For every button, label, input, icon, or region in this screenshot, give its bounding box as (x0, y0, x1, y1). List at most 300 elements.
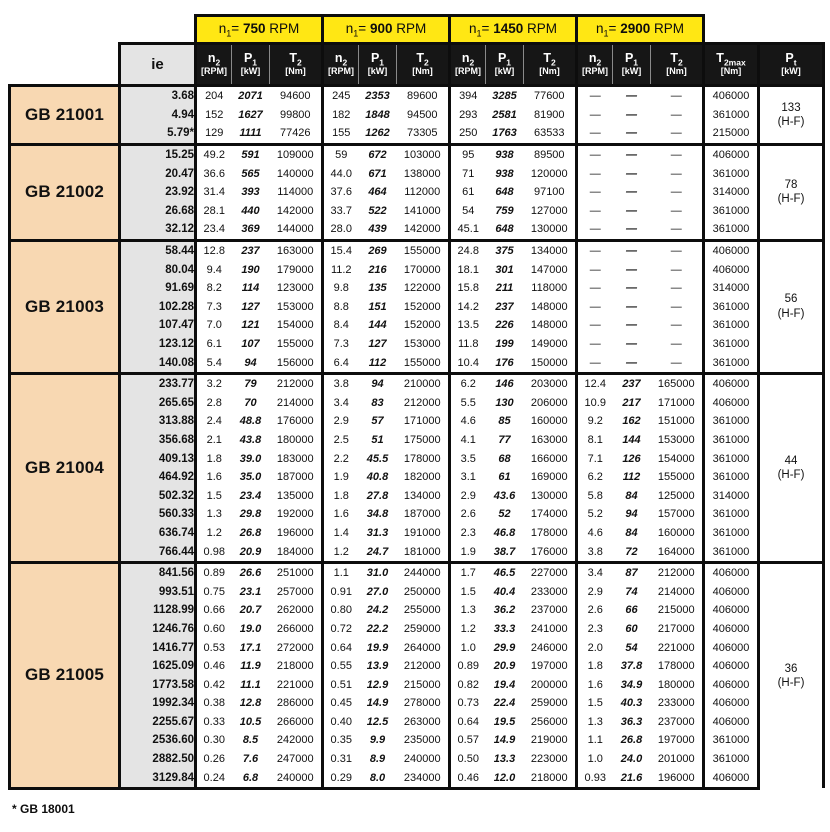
table-row (10, 542, 824, 562)
n2-cell: 37.6 (323, 183, 359, 202)
t2-cell: 234000 (397, 768, 450, 788)
header-spacer (704, 16, 759, 44)
t2max-cell: 406000 (704, 240, 759, 260)
t2-cell: 240000 (397, 750, 450, 769)
ie-cell: 636.74 (120, 524, 196, 543)
t2-cell: 144000 (270, 220, 323, 240)
t2-cell: 237000 (524, 601, 577, 620)
p1-cell: 26.8 (232, 524, 270, 543)
n2-cell: 0.64 (323, 638, 359, 657)
ie-cell: 313.88 (120, 412, 196, 431)
table-row (10, 505, 824, 524)
p1-cell: 126 (613, 449, 651, 468)
n2-cell: 1.2 (196, 524, 232, 543)
p1-cell: 237 (232, 240, 270, 260)
n2-cell: 0.91 (323, 582, 359, 601)
p1-cell: 43.8 (232, 431, 270, 450)
t2-cell: 148000 (524, 298, 577, 317)
col-header-p1: $P_1$ [kW] (232, 44, 270, 86)
p1-cell: 46.5 (486, 562, 524, 582)
n2-cell: 0.33 (196, 713, 232, 732)
p1-cell: — (613, 353, 651, 373)
t2-cell: 122000 (397, 279, 450, 298)
n2-cell: 7.0 (196, 316, 232, 335)
n2-cell: 394 (450, 86, 486, 106)
ie-cell: 123.12 (120, 335, 196, 354)
p1-cell: 938 (486, 144, 524, 164)
n2-cell: 0.45 (323, 694, 359, 713)
p1-cell: 24.2 (359, 601, 397, 620)
table-row (10, 335, 824, 354)
ie-cell: 20.47 (120, 164, 196, 183)
p1-cell: 14.9 (486, 731, 524, 750)
t2max-cell: 314000 (704, 183, 759, 202)
n2-cell: 1.6 (196, 468, 232, 487)
t2max-cell: 406000 (704, 144, 759, 164)
p1-cell: 591 (232, 144, 270, 164)
t2max-cell: 406000 (704, 601, 759, 620)
n2-cell: 0.66 (196, 601, 232, 620)
ie-cell: 140.08 (120, 353, 196, 373)
table-row (10, 412, 824, 431)
p1-cell: 57 (359, 412, 397, 431)
t2-cell: 175000 (397, 431, 450, 450)
n2-cell: — (577, 183, 613, 202)
p1-cell: 40.4 (486, 582, 524, 601)
ie-cell: 1773.58 (120, 675, 196, 694)
p1-cell: 114 (232, 279, 270, 298)
p1-cell: 40.3 (613, 694, 651, 713)
pt-cell (759, 86, 824, 145)
n2-cell: 0.73 (450, 694, 486, 713)
ie-cell: 1992.34 (120, 694, 196, 713)
header-spacer (10, 16, 196, 44)
p1-cell: 9.9 (359, 731, 397, 750)
p1-cell: 127 (359, 335, 397, 354)
p1-cell: 36.3 (613, 713, 651, 732)
p1-cell: 759 (486, 202, 524, 221)
n2-cell: 1.6 (323, 505, 359, 524)
t2max-cell: 406000 (704, 620, 759, 639)
n2-cell: 2.8 (196, 394, 232, 413)
n2-cell: 7.3 (196, 298, 232, 317)
col-header-t2max: $T_{2max}$ [Nm] (704, 44, 759, 86)
t2-cell: 130000 (524, 220, 577, 240)
table-row (10, 768, 824, 788)
t2-cell: 203000 (524, 373, 577, 393)
t2-cell: 196000 (270, 524, 323, 543)
n2-cell: — (577, 144, 613, 164)
t2-cell: 264000 (397, 638, 450, 657)
p1-cell: 10.5 (232, 713, 270, 732)
col-header-n2: $n_2$ [RPM] (450, 44, 486, 86)
t2-cell: — (651, 316, 704, 335)
t2-cell: 227000 (524, 562, 577, 582)
t2-cell: — (651, 260, 704, 279)
n2-cell: 3.4 (323, 394, 359, 413)
p1-cell: 393 (232, 183, 270, 202)
n2-cell: 8.2 (196, 279, 232, 298)
t2max-cell: 406000 (704, 582, 759, 601)
p1-cell: 36.2 (486, 601, 524, 620)
n2-cell: 8.4 (323, 316, 359, 335)
t2-cell: 223000 (524, 750, 577, 769)
ie-cell: 409.13 (120, 449, 196, 468)
t2-cell: 156000 (270, 353, 323, 373)
p1-cell: 20.9 (486, 657, 524, 676)
t2-cell: 138000 (397, 164, 450, 183)
p1-cell: 176 (486, 353, 524, 373)
n2-cell: 0.64 (450, 713, 486, 732)
p1-cell: — (613, 335, 651, 354)
t2-cell: 118000 (524, 279, 577, 298)
p1-cell: — (613, 298, 651, 317)
t2-cell: 81900 (524, 106, 577, 125)
n2-cell: 18.1 (450, 260, 486, 279)
p1-cell: 12.9 (359, 675, 397, 694)
p1-cell: 87 (613, 562, 651, 582)
n2-cell: 1.2 (323, 542, 359, 562)
t2max-cell: 361000 (704, 542, 759, 562)
n2-cell: — (577, 353, 613, 373)
t2-cell: 178000 (397, 449, 450, 468)
t2-cell: 174000 (524, 505, 577, 524)
n2-cell: 0.72 (323, 620, 359, 639)
table-row (10, 675, 824, 694)
t2-cell: 214000 (651, 582, 704, 601)
t2-cell: — (651, 240, 704, 260)
n2-cell: 250 (450, 124, 486, 144)
t2-cell: 237000 (651, 713, 704, 732)
t2-cell: 214000 (270, 394, 323, 413)
n2-cell: 15.8 (450, 279, 486, 298)
n2-cell: 1.8 (577, 657, 613, 676)
n2-cell: 0.50 (450, 750, 486, 769)
p1-cell: 77 (486, 431, 524, 450)
t2-cell: 127000 (524, 202, 577, 221)
n2-cell: — (577, 240, 613, 260)
ie-cell: 4.94 (120, 106, 196, 125)
n2-cell: 6.4 (323, 353, 359, 373)
p1-cell: 375 (486, 240, 524, 260)
n2-cell: 245 (323, 86, 359, 106)
t2-cell: — (651, 353, 704, 373)
table-row (10, 486, 824, 505)
p1-cell: 6.8 (232, 768, 270, 788)
t2-cell: 135000 (270, 486, 323, 505)
model-cell: GB 21001 (10, 86, 120, 145)
n2-cell: 0.40 (323, 713, 359, 732)
t2-cell: 183000 (270, 449, 323, 468)
p1-cell: 648 (486, 220, 524, 240)
ie-cell: 2882.50 (120, 750, 196, 769)
p1-cell: 3285 (486, 86, 524, 106)
ie-cell: 841.56 (120, 562, 196, 582)
t2-cell: 89500 (524, 144, 577, 164)
t2-cell: 262000 (270, 601, 323, 620)
p1-cell: — (613, 279, 651, 298)
p1-cell: 226 (486, 316, 524, 335)
n2-cell: 2.9 (450, 486, 486, 505)
n2-cell: 4.6 (450, 412, 486, 431)
t2-cell: 191000 (397, 524, 450, 543)
t2-cell: 212000 (270, 373, 323, 393)
n2-cell: 95 (450, 144, 486, 164)
n2-cell: 3.2 (196, 373, 232, 393)
table-row (10, 468, 824, 487)
col-header-p1: $P_1$ [kW] (359, 44, 397, 86)
n2-cell: 0.38 (196, 694, 232, 713)
t2max-cell: 361000 (704, 220, 759, 240)
t2-cell: 170000 (397, 260, 450, 279)
n2-cell: 129 (196, 124, 232, 144)
ie-cell: 2536.60 (120, 731, 196, 750)
t2max-cell: 361000 (704, 298, 759, 317)
t2-cell: 164000 (651, 542, 704, 562)
p1-cell: — (613, 260, 651, 279)
t2-cell: 141000 (397, 202, 450, 221)
t2-cell: 148000 (524, 316, 577, 335)
pt-note: (H-F) (777, 193, 805, 206)
p1-cell: — (613, 183, 651, 202)
col-header-p1: $P_1$ [kW] (613, 44, 651, 86)
t2-cell: 178000 (651, 657, 704, 676)
p1-cell: 48.8 (232, 412, 270, 431)
p1-cell: 1111 (232, 124, 270, 144)
speed-header-900: $n_1= 900$ RPM (323, 16, 450, 44)
n2-cell: 31.4 (196, 183, 232, 202)
t2-cell: 134000 (524, 240, 577, 260)
table-row (10, 220, 824, 240)
n2-cell: 0.89 (450, 657, 486, 676)
t2-cell: 212000 (397, 394, 450, 413)
p1-cell: 13.9 (359, 657, 397, 676)
model-cell: GB 21005 (10, 562, 120, 788)
table-row (10, 240, 824, 260)
col-header-p1: $P_1$ [kW] (486, 44, 524, 86)
ie-cell: 107.47 (120, 316, 196, 335)
header-spacer (759, 16, 824, 44)
p1-cell: 7.6 (232, 750, 270, 769)
p1-cell: 39.0 (232, 449, 270, 468)
t2-cell: 217000 (651, 620, 704, 639)
pt-cell (759, 240, 824, 373)
t2-cell: 235000 (397, 731, 450, 750)
t2-cell: 200000 (524, 675, 577, 694)
n2-cell: 0.35 (323, 731, 359, 750)
t2max-cell: 361000 (704, 449, 759, 468)
p1-cell: 301 (486, 260, 524, 279)
p1-cell: 2581 (486, 106, 524, 125)
n2-cell: 1.2 (450, 620, 486, 639)
col-header-t2: $T_2$ [Nm] (651, 44, 704, 86)
n2-cell: — (577, 202, 613, 221)
header-spacer (10, 44, 120, 86)
n2-cell: 2.5 (323, 431, 359, 450)
p1-cell: 522 (359, 202, 397, 221)
t2-cell: 278000 (397, 694, 450, 713)
n2-cell: 1.5 (577, 694, 613, 713)
p1-cell: 66 (613, 601, 651, 620)
n2-cell: 204 (196, 86, 232, 106)
n2-cell: 4.1 (450, 431, 486, 450)
p1-cell: 107 (232, 335, 270, 354)
n2-cell: 11.8 (450, 335, 486, 354)
t2-cell: 233000 (651, 694, 704, 713)
ie-cell: 3.68 (120, 86, 196, 106)
p1-cell: 79 (232, 373, 270, 393)
ie-cell: 464.92 (120, 468, 196, 487)
p1-cell: 52 (486, 505, 524, 524)
p1-cell: 85 (486, 412, 524, 431)
t2-cell: 99800 (270, 106, 323, 125)
n2-cell: 0.98 (196, 542, 232, 562)
n2-cell: 3.4 (577, 562, 613, 582)
t2-cell: 155000 (397, 240, 450, 260)
t2-cell: 77426 (270, 124, 323, 144)
t2-cell: 149000 (524, 335, 577, 354)
ie-cell: 5.79* (120, 124, 196, 144)
t2-cell: 182000 (397, 468, 450, 487)
n2-cell: 9.8 (323, 279, 359, 298)
n2-cell: 2.9 (577, 582, 613, 601)
n2-cell: 0.30 (196, 731, 232, 750)
t2-cell: 63533 (524, 124, 577, 144)
p1-cell: 269 (359, 240, 397, 260)
t2-cell: — (651, 298, 704, 317)
n2-cell: — (577, 220, 613, 240)
t2-cell: 181000 (397, 542, 450, 562)
t2-cell: 153000 (270, 298, 323, 317)
p1-cell: 12.0 (486, 768, 524, 788)
pt-value: 56 (784, 293, 798, 306)
t2-cell: 112000 (397, 183, 450, 202)
ie-cell: 102.28 (120, 298, 196, 317)
p1-cell: — (613, 144, 651, 164)
t2-cell: 212000 (651, 562, 704, 582)
t2-cell: 125000 (651, 486, 704, 505)
n2-cell: 0.89 (196, 562, 232, 582)
p1-cell: 27.8 (359, 486, 397, 505)
ie-cell: 233.77 (120, 373, 196, 393)
n2-cell: 3.1 (450, 468, 486, 487)
p1-cell: 61 (486, 468, 524, 487)
p1-cell: 51 (359, 431, 397, 450)
t2-cell: 147000 (524, 260, 577, 279)
model-cell: GB 21002 (10, 144, 120, 240)
p1-cell: 35.0 (232, 468, 270, 487)
t2-cell: 155000 (270, 335, 323, 354)
table-row (10, 620, 824, 639)
n2-cell: 2.1 (196, 431, 232, 450)
t2-cell: 103000 (397, 144, 450, 164)
t2-cell: 215000 (651, 601, 704, 620)
pt-value: 36 (784, 662, 798, 675)
pt-note: (H-F) (777, 115, 805, 128)
n2-cell: 23.4 (196, 220, 232, 240)
table-row (10, 124, 824, 144)
t2-cell: 241000 (524, 620, 577, 639)
t2-cell: 130000 (524, 486, 577, 505)
table-row (10, 202, 824, 221)
t2max-cell: 406000 (704, 694, 759, 713)
col-header-t2: $T_2$ [Nm] (270, 44, 323, 86)
p1-cell: 8.5 (232, 731, 270, 750)
ie-cell: 26.68 (120, 202, 196, 221)
p1-cell: 146 (486, 373, 524, 393)
n2-cell: 12.4 (577, 373, 613, 393)
t2-cell: 221000 (651, 638, 704, 657)
n2-cell: 2.3 (577, 620, 613, 639)
t2-cell: — (651, 124, 704, 144)
ie-cell: 502.32 (120, 486, 196, 505)
table-row (10, 449, 824, 468)
t2max-cell: 361000 (704, 164, 759, 183)
n2-cell: 45.1 (450, 220, 486, 240)
p1-cell: 29.8 (232, 505, 270, 524)
pt-note: (H-F) (777, 677, 805, 690)
t2max-cell: 361000 (704, 106, 759, 125)
speed-header-2900: $n_1= 2900$ RPM (577, 16, 704, 44)
t2-cell: — (651, 144, 704, 164)
n2-cell: 0.31 (323, 750, 359, 769)
t2-cell: — (651, 335, 704, 354)
p1-cell: 21.6 (613, 768, 651, 788)
t2-cell: 171000 (397, 412, 450, 431)
footnote: * GB 18001 (12, 801, 75, 816)
t2max-cell: 361000 (704, 316, 759, 335)
t2-cell: 165000 (651, 373, 704, 393)
pt-cell (759, 373, 824, 562)
t2max-cell: 361000 (704, 335, 759, 354)
n2-cell: 1.8 (196, 449, 232, 468)
t2max-cell: 406000 (704, 713, 759, 732)
p1-cell: 127 (232, 298, 270, 317)
n2-cell: 1.9 (450, 542, 486, 562)
t2-cell: 160000 (651, 524, 704, 543)
n2-cell: — (577, 335, 613, 354)
t2max-cell: 361000 (704, 202, 759, 221)
p1-cell: 22.4 (486, 694, 524, 713)
t2-cell: — (651, 279, 704, 298)
t2-cell: 244000 (397, 562, 450, 582)
t2-cell: 77600 (524, 86, 577, 106)
t2-cell: 180000 (651, 675, 704, 694)
pt-cell (759, 562, 824, 788)
p1-cell: 8.0 (359, 768, 397, 788)
p1-cell: 17.1 (232, 638, 270, 657)
n2-cell: 155 (323, 124, 359, 144)
ie-cell: 58.44 (120, 240, 196, 260)
p1-cell: 31.3 (359, 524, 397, 543)
t2-cell: 233000 (524, 582, 577, 601)
p1-cell: 1848 (359, 106, 397, 125)
p1-cell: 29.9 (486, 638, 524, 657)
p1-cell: 1627 (232, 106, 270, 125)
t2-cell: 154000 (651, 449, 704, 468)
n2-cell: 0.55 (323, 657, 359, 676)
t2max-cell: 406000 (704, 675, 759, 694)
p1-cell: 130 (486, 394, 524, 413)
t2-cell: 120000 (524, 164, 577, 183)
t2-cell: 196000 (651, 768, 704, 788)
n2-cell: 0.82 (450, 675, 486, 694)
n2-cell: 2.6 (577, 601, 613, 620)
n2-cell: 10.9 (577, 394, 613, 413)
t2-cell: 166000 (524, 449, 577, 468)
t2max-cell: 361000 (704, 524, 759, 543)
t2max-cell: 406000 (704, 260, 759, 279)
